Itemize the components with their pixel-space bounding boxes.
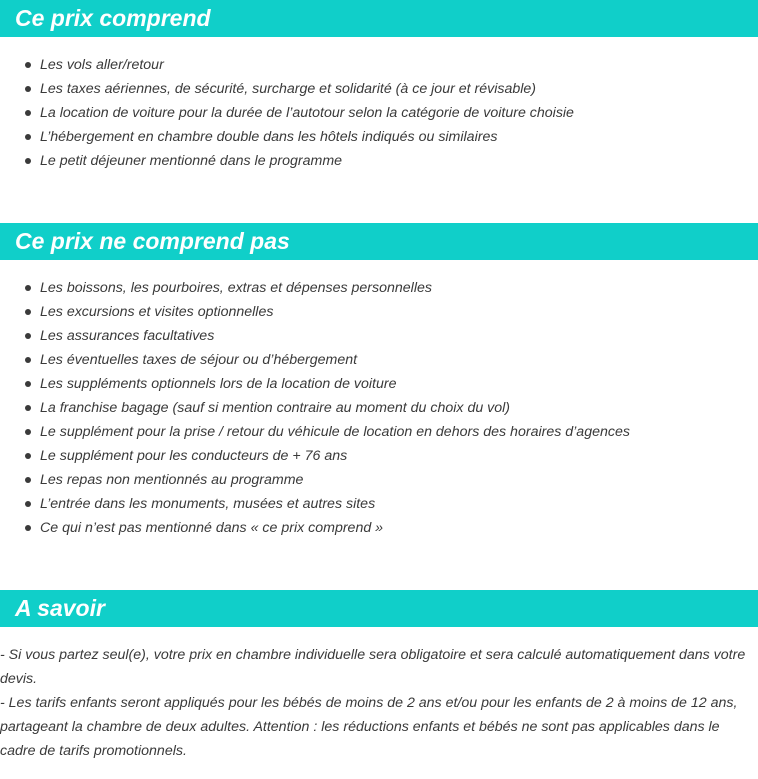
section-info [0,590,758,763]
list-item: Les assurances facultatives [0,324,758,348]
list-item: Les boissons, les pourboires, extras et dépenses personnelles [0,276,758,300]
list-item: Les excursions et visites optionnelles [0,300,758,324]
included-list [0,53,758,173]
list-item: Les suppléments optionnels lors de la location de voiture [0,372,758,396]
section-included [0,0,758,173]
section-title-info: A savoir [0,590,758,627]
list-item: Le supplément pour la prise / retour du véhicule de location en dehors des horaires d’agences [0,420,758,444]
list-item: Le supplément pour les conducteurs de + 76 ans [0,444,758,468]
list-item: Les repas non mentionnés au programme [0,468,758,492]
list-item: L’entrée dans les monuments, musées et autres sites [0,492,758,516]
list-item: La franchise bagage (sauf si mention contraire au moment du choix du vol) [0,396,758,420]
info-paragraph: - Les tarifs enfants seront appliqués pour les bébés de moins de 2 ans et/ou pour les enfants de 2 à moins de 12 ans, partageant la chambre de deux adultes. Attention : les réductions enfants et bébés ne sont pas applicables dans le cadre de tarifs promotionnels. [0,695,738,759]
info-paragraph: - Si vous partez seul(e), votre prix en chambre individuelle sera obligatoire et sera calculé automatiquement dans votre devis. [0,647,746,687]
list-item: Le petit déjeuner mentionné dans le programme [0,149,758,173]
list-item: Ce qui n’est pas mentionné dans « ce prix comprend » [0,516,758,540]
list-item: Les éventuelles taxes de séjour ou d’hébergement [0,348,758,372]
list-item: Les taxes aériennes, de sécurité, surcharge et solidarité (à ce jour et révisable) [0,77,758,101]
list-item: La location de voiture pour la durée de l’autotour selon la catégorie de voiture choisie [0,101,758,125]
section-excluded [0,223,758,540]
section-title-included: Ce prix comprend [0,0,758,37]
section-title-excluded: Ce prix ne comprend pas [0,223,758,260]
list-item: L’hébergement en chambre double dans les hôtels indiqués ou similaires [0,125,758,149]
excluded-list [0,276,758,540]
info-text [0,643,758,763]
list-item: Les vols aller/retour [0,53,758,77]
